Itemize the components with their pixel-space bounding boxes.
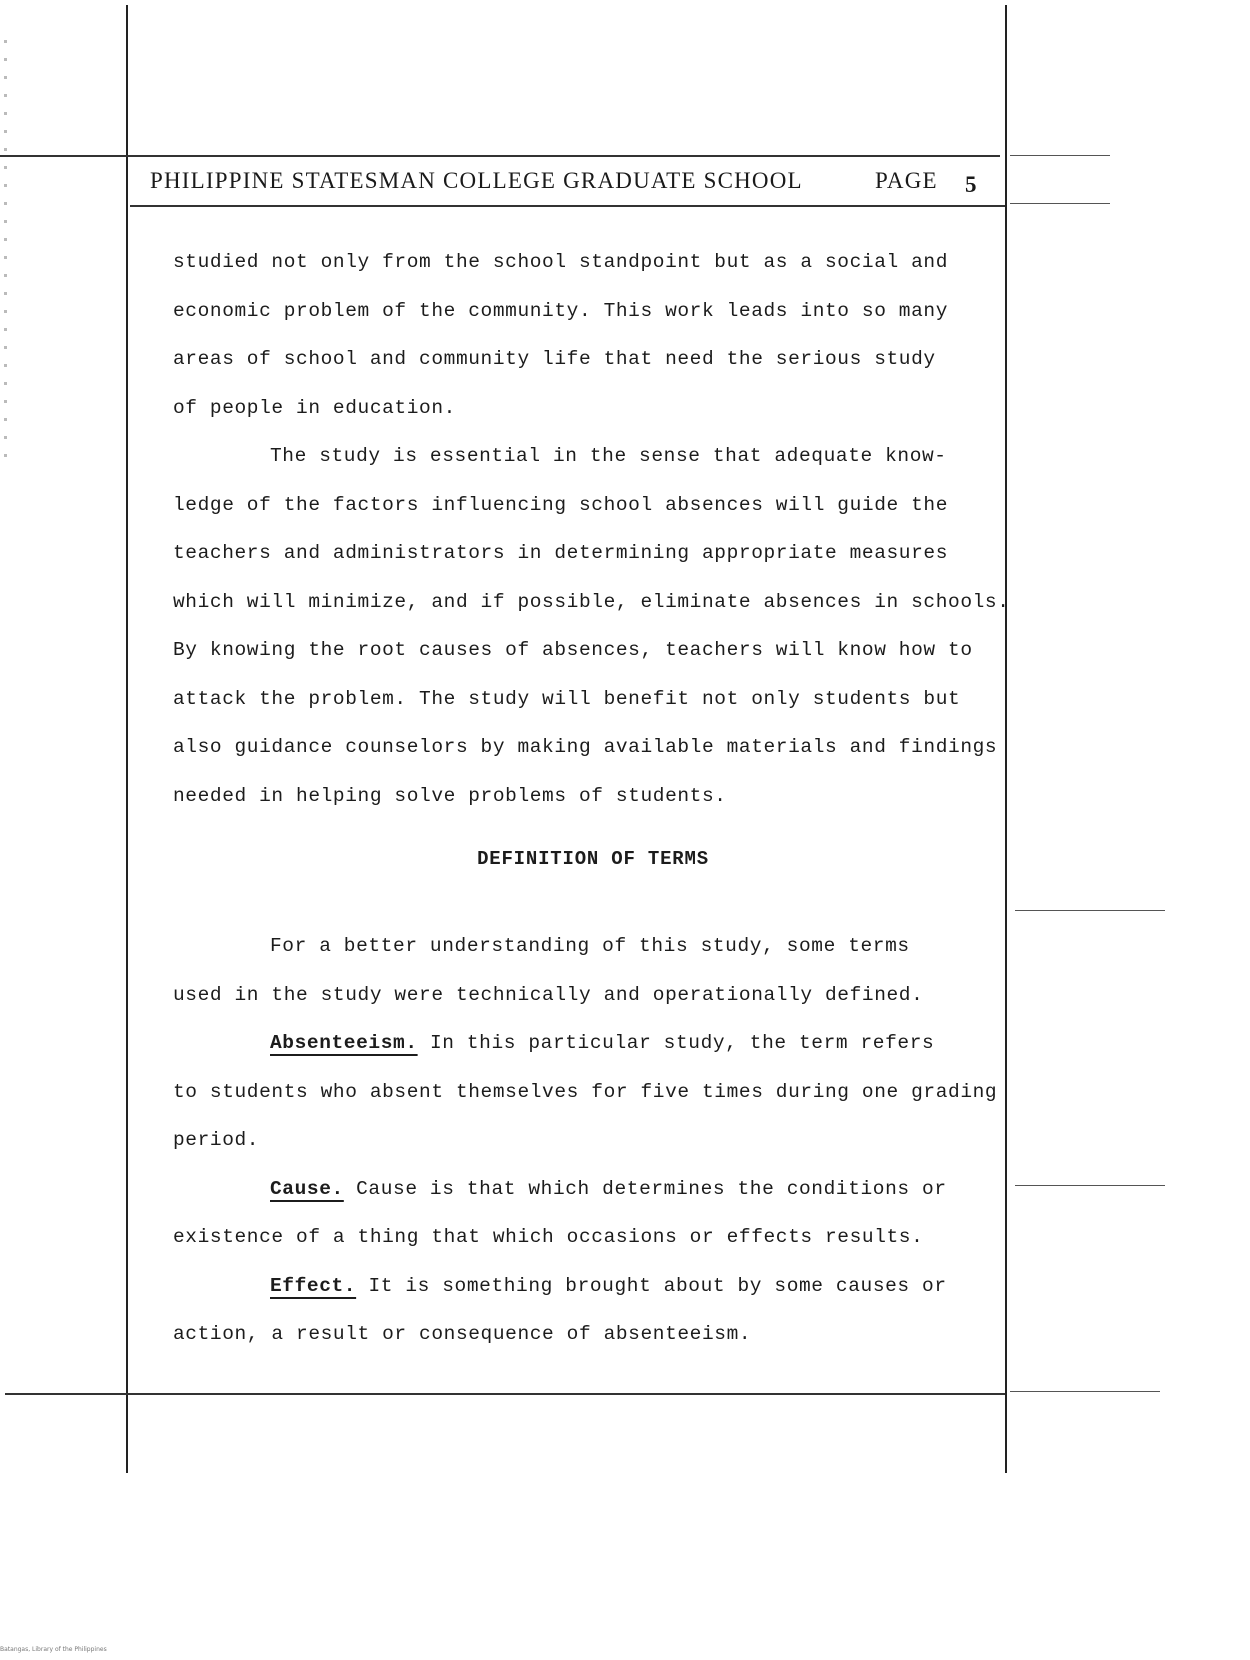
definitions-intro-line: For a better understanding of this study, some terms	[270, 935, 910, 957]
text-line: needed in helping solve problems of students.	[173, 784, 727, 807]
definitions-intro-line: used in the study were technically and operationally defined.	[173, 983, 924, 1006]
text-line: attack the problem. The study will benefit not only students but	[173, 687, 961, 710]
page-number: 5	[965, 172, 978, 197]
scan-footer-note: Batangas, Library of the Philippines	[0, 1646, 107, 1653]
definition-text: In this particular study, the term refers	[429, 1032, 935, 1054]
definitions-section	[173, 922, 1013, 1359]
body-text	[173, 238, 1013, 820]
definition-text: action, a result or consequence of absenteeism.	[173, 1323, 752, 1345]
definition-absenteeism	[173, 1019, 1013, 1068]
scan-edge-marks	[4, 40, 7, 460]
text-line: of people in education.	[173, 396, 456, 419]
text-line: studied not only from the school standpoint but as a social and	[173, 251, 949, 273]
definition-text: existence of a thing that which occasions or effects results.	[173, 1226, 924, 1248]
header-bottom-rule-right	[1010, 203, 1110, 204]
definition-effect	[173, 1262, 1013, 1311]
text-line: teachers and administrators in determining appropriate measures	[173, 542, 949, 564]
section-right-rule	[1015, 910, 1165, 911]
term-cause: Cause.	[270, 1177, 344, 1200]
page-label: PAGE	[875, 168, 938, 193]
section-heading: DEFINITION OF TERMS	[477, 848, 709, 870]
definition-cause	[173, 1165, 1013, 1214]
definition-text: to students who absent themselves for five times during one grading	[173, 1080, 998, 1103]
term-effect: Effect.	[270, 1274, 357, 1297]
term-absenteeism: Absenteeism.	[270, 1032, 418, 1054]
middle-right-rule	[1015, 1185, 1165, 1186]
definition-text: It is something brought about by some causes or	[368, 1274, 947, 1297]
school-name: PHILIPPINE STATESMAN COLLEGE GRADUATE SCHOOL	[150, 168, 803, 193]
footer-rule	[5, 1393, 1005, 1395]
left-margin-rule	[126, 5, 128, 1473]
footer-rule-right	[1010, 1391, 1160, 1392]
header-bottom-rule	[130, 205, 1005, 207]
header-top-rule-right	[1010, 155, 1110, 156]
text-line: also guidance counselors by making available materials and findings	[173, 736, 998, 758]
header-top-rule	[0, 155, 1000, 157]
text-line: economic problem of the community. This work leads into so many	[173, 299, 949, 322]
definition-text: Cause is that which determines the conditions or	[356, 1177, 947, 1200]
text-line: ledge of the factors influencing school absences will guide the	[173, 493, 949, 516]
text-line: The study is essential in the sense that adequate know-	[270, 445, 947, 467]
text-line: By knowing the root causes of absences, teachers will know how to	[173, 639, 973, 661]
definition-text: period.	[173, 1129, 260, 1151]
text-line: which will minimize, and if possible, eliminate absences in schools.	[173, 590, 1010, 613]
text-line: areas of school and community life that need the serious study	[173, 348, 936, 370]
